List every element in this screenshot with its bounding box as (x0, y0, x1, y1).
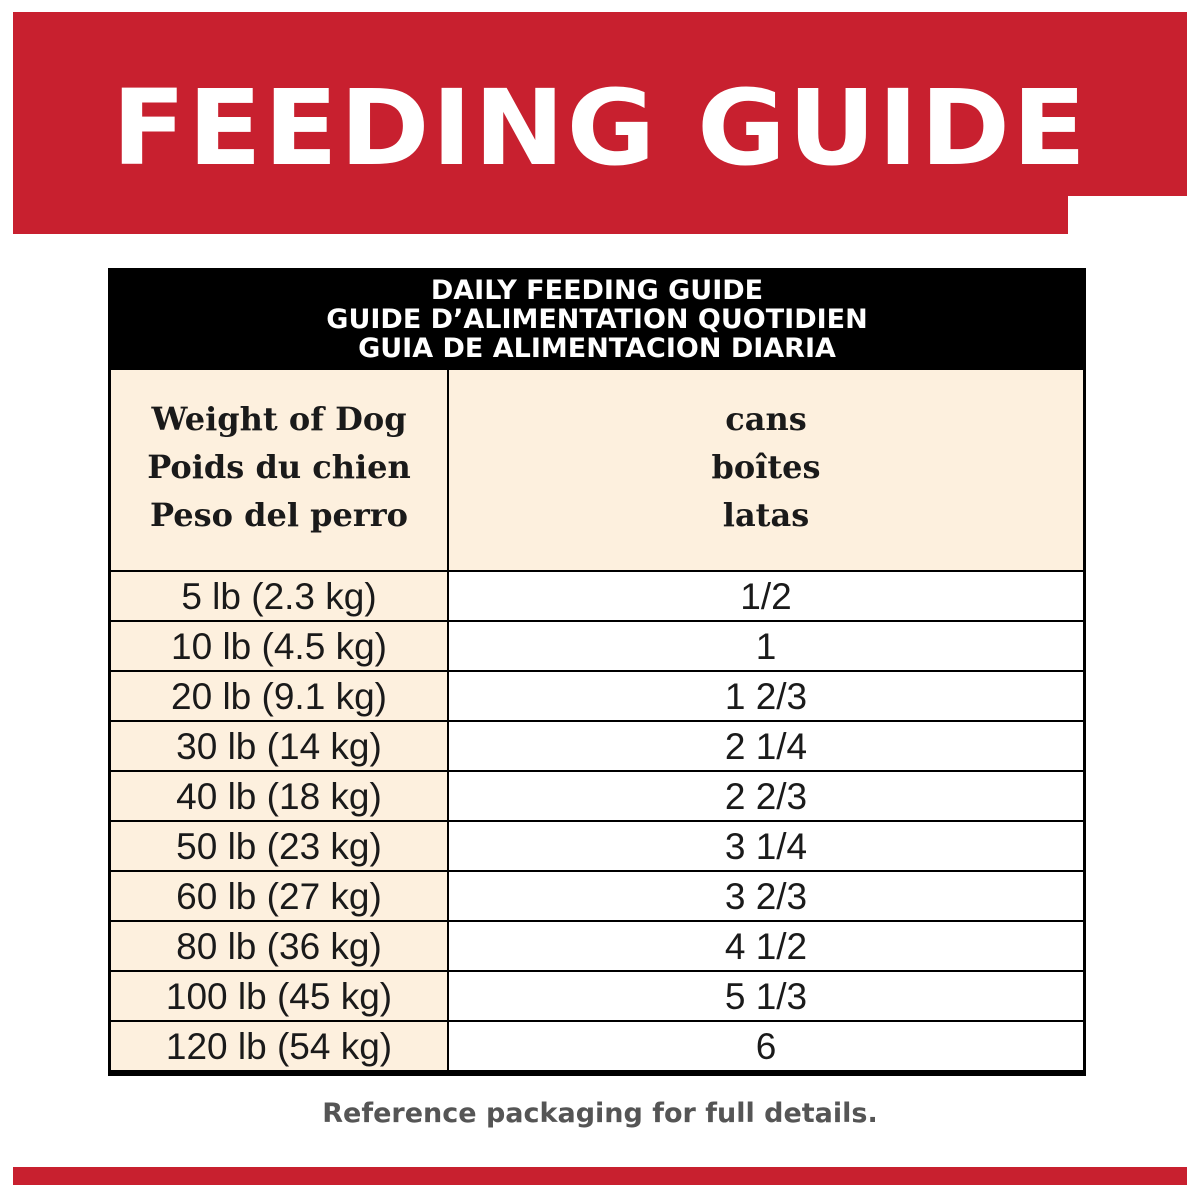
amount-cell: 2 1/4 (449, 722, 1083, 770)
table-row (111, 572, 1083, 620)
weight-header-en: Weight of Dog (151, 400, 407, 438)
table-row (111, 622, 1083, 670)
banner-notch (1068, 196, 1187, 236)
header-line-en: DAILY FEEDING GUIDE (430, 275, 764, 306)
weight-cell: 5 lb (2.3 kg) (111, 572, 449, 620)
amount-column-header (449, 370, 1083, 570)
weight-cell: 40 lb (18 kg) (111, 772, 449, 820)
table-body (111, 570, 1083, 1073)
weight-cell: 30 lb (14 kg) (111, 722, 449, 770)
amount-cell: 3 1/4 (449, 822, 1083, 870)
table-header (111, 271, 1083, 370)
column-headers (111, 370, 1083, 570)
table-row (111, 872, 1083, 920)
weight-cell: 10 lb (4.5 kg) (111, 622, 449, 670)
table-row (111, 822, 1083, 870)
amount-cell: 1 (449, 622, 1083, 670)
weight-cell: 80 lb (36 kg) (111, 922, 449, 970)
weight-cell: 100 lb (45 kg) (111, 972, 449, 1020)
amount-cell: 1 2/3 (449, 672, 1083, 720)
feeding-table (108, 268, 1086, 1076)
weight-cell: 20 lb (9.1 kg) (111, 672, 449, 720)
amount-header-es: latas (722, 496, 810, 534)
amount-header-fr: boîtes (711, 448, 821, 486)
amount-cell: 2 2/3 (449, 772, 1083, 820)
weight-header-fr: Poids du chien (147, 448, 411, 486)
amount-header-en: cans (725, 400, 807, 438)
header-line-fr: GUIDE D’ALIMENTATION QUOTIDIEN (326, 304, 868, 335)
table-row (111, 672, 1083, 720)
amount-cell: 3 2/3 (449, 872, 1083, 920)
weight-cell: 50 lb (23 kg) (111, 822, 449, 870)
amount-cell: 4 1/2 (449, 922, 1083, 970)
weight-cell: 60 lb (27 kg) (111, 872, 449, 920)
table-row (111, 972, 1083, 1020)
weight-column-header (111, 370, 449, 570)
weight-header-es: Peso del perro (150, 496, 408, 534)
amount-cell: 6 (449, 1022, 1083, 1070)
table-row (111, 722, 1083, 770)
weight-cell: 120 lb (54 kg) (111, 1022, 449, 1070)
table-row (111, 1022, 1083, 1070)
bottom-accent-bar (13, 1167, 1187, 1185)
header-line-es: GUIA DE ALIMENTACION DIARIA (358, 333, 836, 364)
table-row (111, 772, 1083, 820)
amount-cell: 1/2 (449, 572, 1083, 620)
reference-footnote: Reference packaging for full details. (322, 1098, 878, 1129)
page-title: FEEDING GUIDE (111, 67, 1089, 189)
amount-cell: 5 1/3 (449, 972, 1083, 1020)
table-row (111, 922, 1083, 970)
